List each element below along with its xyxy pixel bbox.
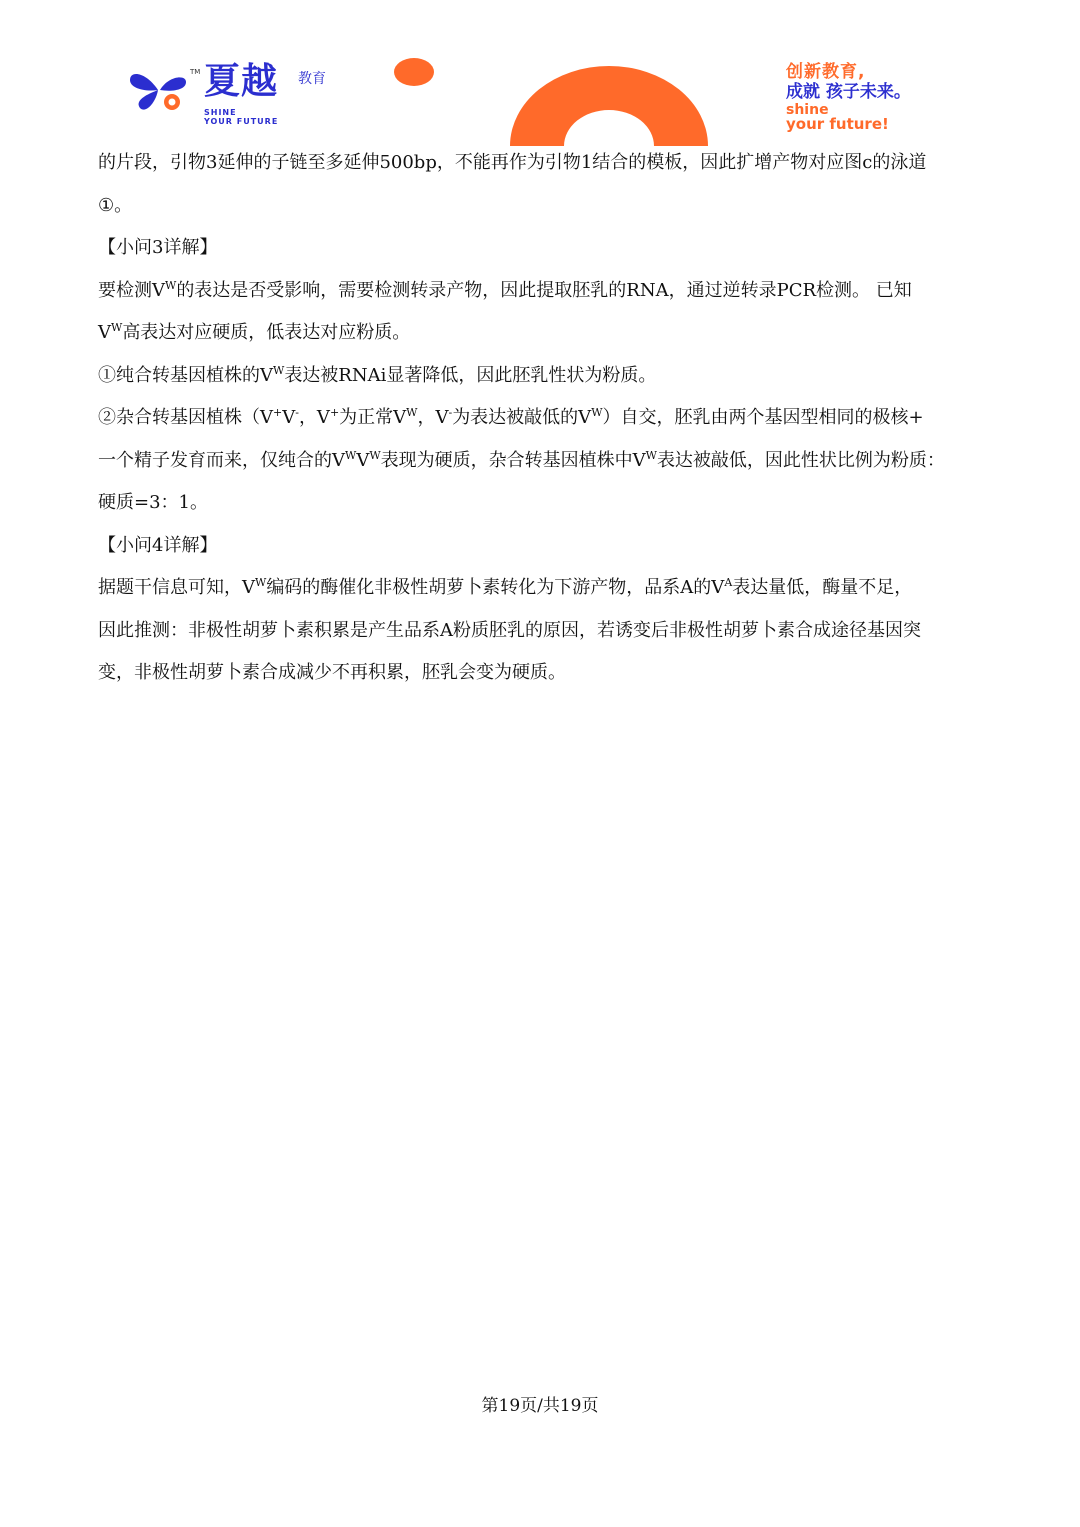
brand-tagline-1: SHINE: [204, 108, 237, 117]
text-line: ①纯合转基因植株的$V^W$表达被RNAi显著降低，因此胚乳性状为粉质。: [98, 363, 657, 386]
slogan-line-4: your future!: [786, 115, 889, 133]
text-line: ②杂合转基因植株（V+V-，V+为正常$V^W$，V-为表达被敲低的$V^W$）自交，胚乳由两个基因型相同的极核+: [98, 406, 924, 428]
slogan-line-2: 成就 孩子未来。: [786, 82, 911, 102]
section-heading-q4: 【小问4详解】: [98, 534, 218, 556]
text-line: 要检测$V^W$的表达是否受影响，需要检测转录产物，因此提取胚乳的RNA，通过逆转录PCR检测。 已知: [98, 278, 912, 301]
text-line: 因此推测：非极性胡萝卜素积累是产生品系A粉质胚乳的原因，若诱变后非极性胡萝卜素合成途径基因突: [98, 619, 921, 641]
decorative-arc: [510, 66, 708, 146]
page-number: 第19页/共19页: [481, 1396, 599, 1416]
section-heading-q3: 【小问3详解】: [98, 237, 218, 258]
brand-logo: [128, 62, 358, 128]
butterfly-logo-icon: [128, 68, 190, 112]
text-line: ①。: [98, 194, 133, 216]
brand-tagline-2: YOUR FUTURE: [204, 117, 279, 126]
slogan-line-3: shine: [786, 102, 829, 118]
text-line: $V^W$高表达对应硬质，低表达对应粉质。: [98, 321, 411, 343]
brand-name: 夏越: [204, 61, 279, 102]
page-header: [0, 0, 1080, 145]
slogan-line-1: 创新教育,: [786, 62, 866, 82]
document-body: [98, 142, 988, 695]
text-line: 一个精子发育而来，仅纯合的$V^WV^W$表现为硬质，杂合转基因植株中$V^W$表达被敲低，因此性状比例为粉质：: [98, 448, 945, 471]
decorative-dot: [394, 58, 434, 86]
text-line: 硬质=3：1。: [98, 492, 208, 513]
brand-slogan: [786, 62, 986, 132]
brand-edu: 教育: [298, 71, 326, 87]
trademark-mark: TM: [190, 68, 201, 76]
text-line: 的片段，引物3延伸的子链至多延伸500bp，不能再作为引物1结合的模板，因此扩增产物对应图c的泳道: [98, 152, 927, 173]
text-line: 据题干信息可知，$V^W$编码的酶催化非极性胡萝卜素转化为下游产物，品系A的$V^A$表达量低，酶量不足，: [98, 576, 913, 598]
text-line: 变，非极性胡萝卜素合成减少不再积累，胚乳会变为硬质。: [98, 662, 566, 683]
